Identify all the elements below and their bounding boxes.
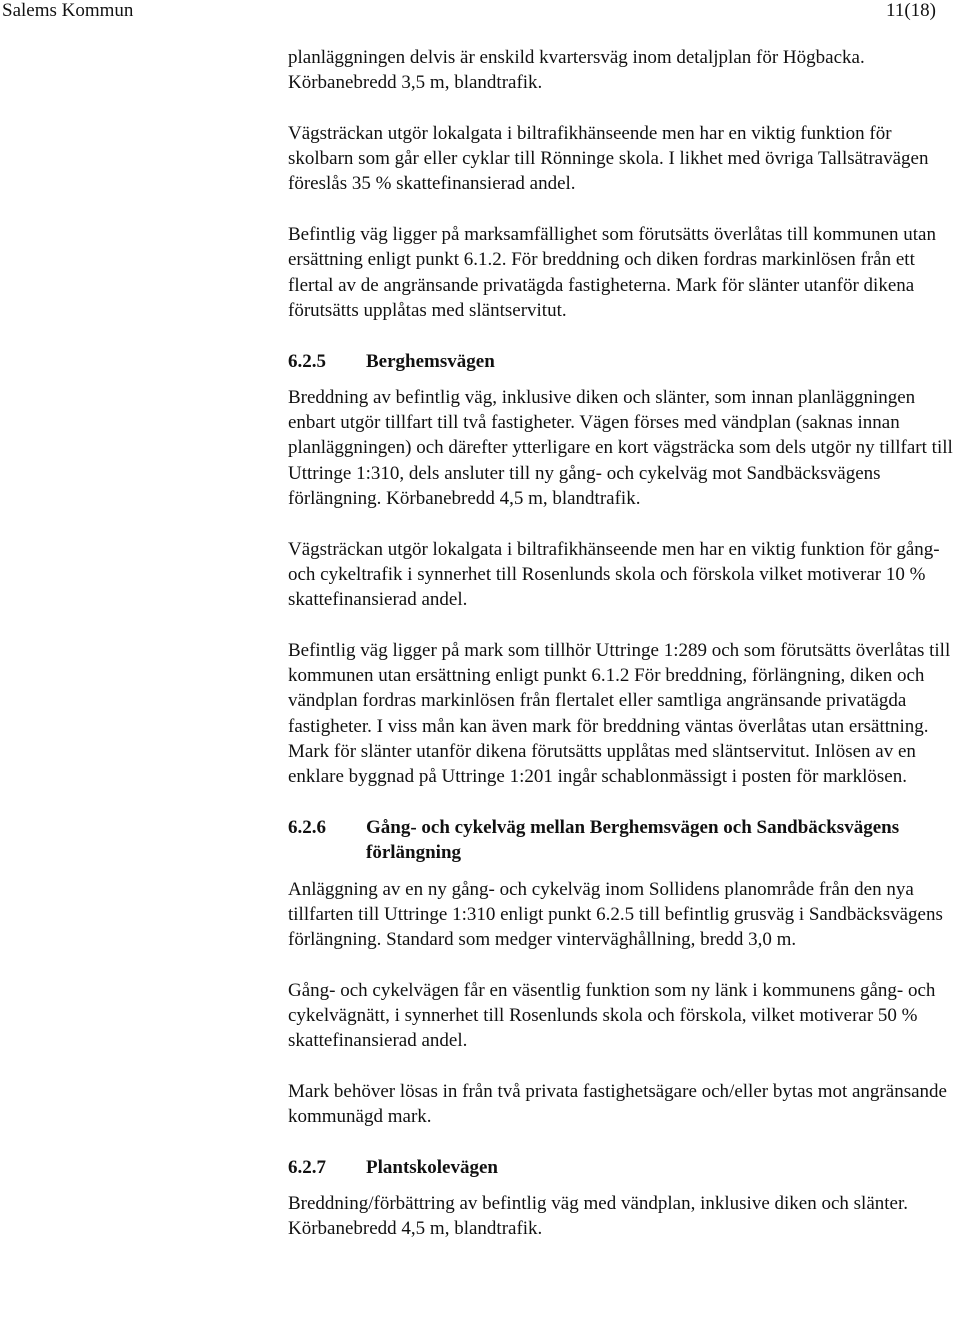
document-body xyxy=(288,45,960,1267)
paragraph: Befintlig väg ligger på mark som tillhör Uttringe 1:289 och som förutsätts överlåtas till kommunen utan ersättning enligt punkt 6.1.2 För breddning, förlängning, diken och vändplan fordras markinlösen från flertalet eller samtliga angränsande privatägda fastigheter. I viss mån kan även mark för breddning väntas överlåtas utan ersättning. Mark för slänter utanför dikena förutsätts upplåtas med släntservitut. Inlösen av en enklare byggnad på Uttringe 1:201 ingår schablonmässigt i posten för marklösen. xyxy=(288,639,951,788)
section-title: Gång- och cykelväg mellan Berghemsvägen och Sandbäcksvägens förlängning xyxy=(366,816,900,864)
section-number: 6.2.6 xyxy=(288,816,326,838)
paragraph: Vägsträckan utgör lokalgata i biltrafikhänseende men har en viktig funktion för gång- och cykeltrafik i synnerhet till Rosenlunds skola och förskola vilket motiverar 10 % skattefinansierad andel. xyxy=(288,538,940,611)
paragraph: Mark behöver lösas in från två privata fastighetsägare och/eller bytas mot angränsande kommunägd mark. xyxy=(288,1080,947,1128)
paragraph: planläggningen delvis är enskild kvartersväg inom detaljplan för Högbacka. Körbanebredd 3,5 m, blandtrafik. xyxy=(288,47,865,94)
section-heading-6-2-6 xyxy=(288,815,960,866)
paragraph: Anläggning av en ny gång- och cykelväg inom Sollidens planområde från den nya tillfarten till Uttringe 1:310 enligt punkt 6.2.5 till befintlig grusväg i Sandbäcksvägens förlängning. Standard som medger vinterväghållning, bredd 3,0 m. xyxy=(288,878,943,951)
section-title: Plantskolevägen xyxy=(366,1156,498,1178)
page-header xyxy=(0,0,960,24)
section-heading-6-2-5 xyxy=(288,349,960,374)
organization-name: Salems Kommun xyxy=(2,0,134,21)
paragraph: Vägsträckan utgör lokalgata i biltrafikhänseende men har en viktig funktion för skolbarn som går eller cyklar till Rönninge skola. I likhet med övriga Tallsätravägen föreslås 35 % skattefinansierad andel. xyxy=(288,122,929,195)
section-title: Berghemsvägen xyxy=(366,350,495,372)
paragraph: Befintlig väg ligger på marksamfällighet som förutsätts överlåtas till kommunen utan ersättning enligt punkt 6.1.2. För breddning och diken fordras markinlösen från ett flertal av de angränsande privatägda fastigheterna. Mark för slänter utanför dikena förutsätts upplåtas med släntservitut. xyxy=(288,224,936,321)
paragraph: Breddning av befintlig väg, inklusive diken och slänter, som innan planläggningen enbart utgör tillfart till två fastigheter. Vägen förses med vändplan (saknas innan planläggningen) och därefter ytterligare en kort vägsträcka som dels utgör ny tillfart till Uttringe 1:310, dels ansluter till ny gång- och cykelväg mot Sandbäcksvägens förlängning. Körbanebredd 4,5 m, blandtrafik. xyxy=(288,386,953,510)
paragraph: Gång- och cykelvägen får en väsentlig funktion som ny länk i kommunens gång- och cykelvägnätt, i synnerhet till Rosenlunds skola och förskola, vilket motiverar 50 % skattefinansierad andel. xyxy=(288,979,936,1052)
section-number: 6.2.5 xyxy=(288,350,326,372)
paragraph: Breddning/förbättring av befintlig väg med vändplan, inklusive diken och slänter. Körbanebredd 4,5 m, blandtrafik. xyxy=(288,1193,908,1240)
page-number: 11(18) xyxy=(886,0,936,21)
section-heading-6-2-7 xyxy=(288,1155,960,1180)
section-number: 6.2.7 xyxy=(288,1156,326,1178)
